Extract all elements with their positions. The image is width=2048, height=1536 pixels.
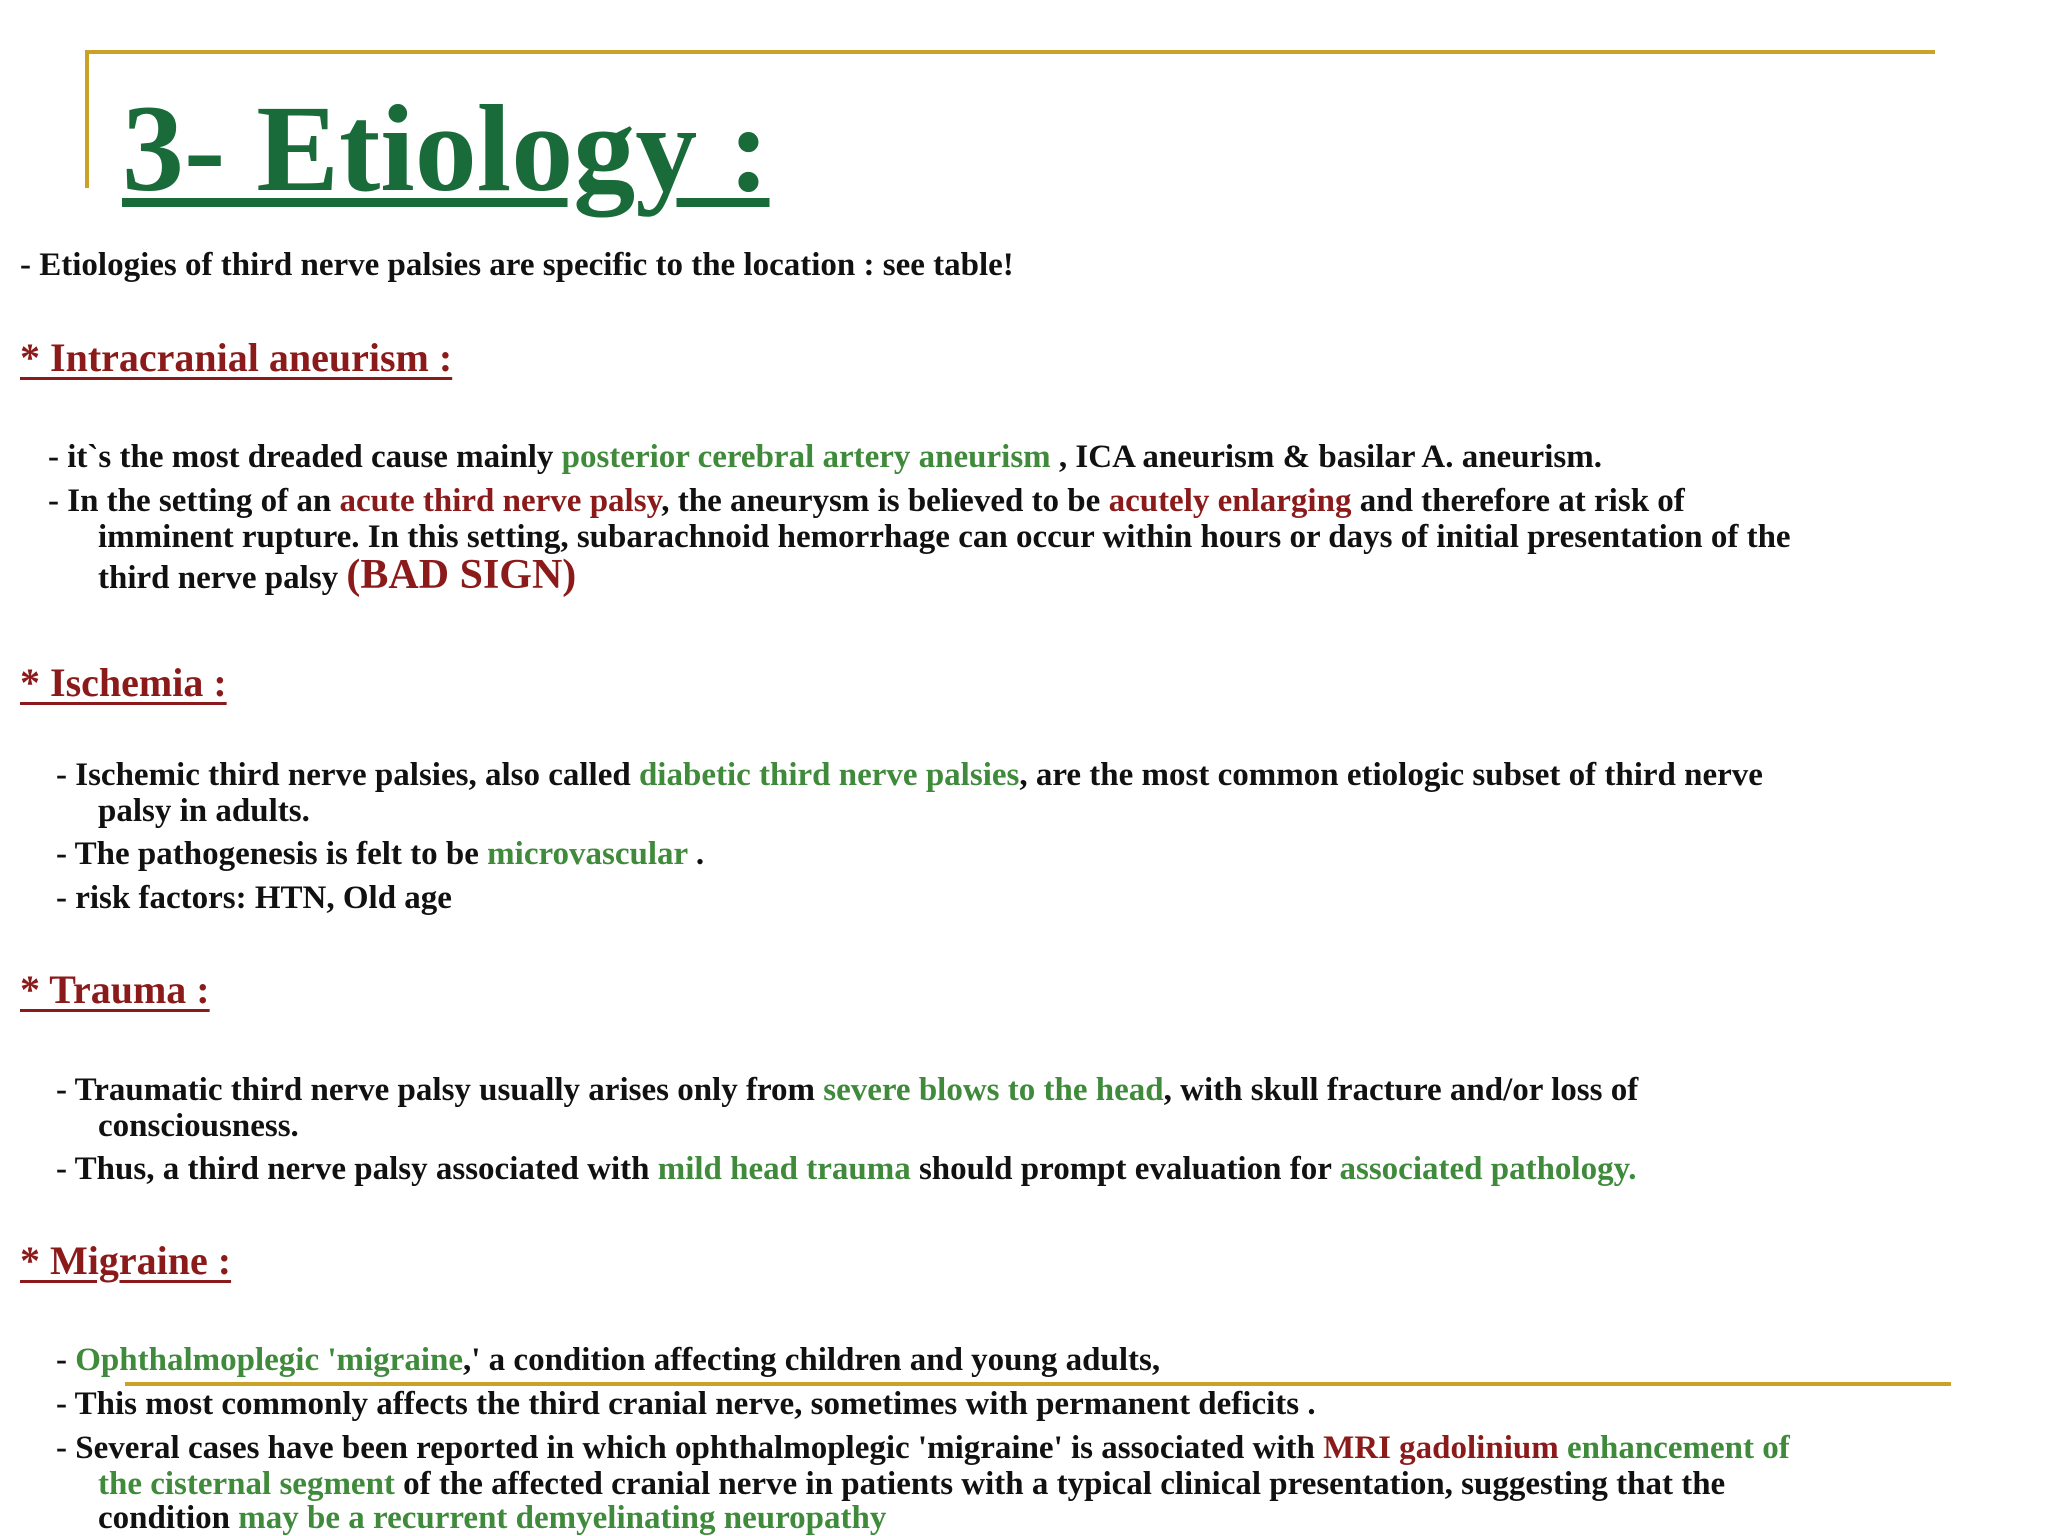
ischemia-line-3: - The pathogenesis is felt to be microvascular . — [56, 836, 705, 872]
aneurism-line-4: third nerve palsy (BAD SIGN) — [98, 552, 577, 598]
heading-migraine: * Migraine : — [20, 1238, 232, 1283]
trauma-line-2: consciousness. — [98, 1108, 299, 1144]
top-rule — [85, 50, 1935, 54]
migraine-line-3: - Several cases have been reported in which ophthalmoplegic 'migraine' is associated with MRI gadolinium enhancement of — [56, 1430, 1790, 1466]
heading-ischemia: * Ischemia : — [20, 660, 227, 705]
ischemia-line-1: - Ischemic third nerve palsies, also called diabetic third nerve palsies, are the most common etiologic subset of third nerve — [56, 757, 1763, 793]
bad-sign-label: (BAD SIGN) — [346, 552, 577, 598]
slide-title: 3- Etiology : — [122, 80, 770, 217]
left-rule — [85, 50, 89, 188]
heading-aneurism: * Intracranial aneurism : — [20, 335, 453, 380]
ischemia-line-2: palsy in adults. — [98, 793, 310, 829]
migraine-line-2: - This most commonly affects the third cranial nerve, sometimes with permanent deficits . — [56, 1386, 1316, 1422]
migraine-line-1: - Ophthalmoplegic 'migraine,' a condition affecting children and young adults, — [56, 1342, 1161, 1378]
migraine-line-4: the cisternal segment of the affected cranial nerve in patients with a typical clinical presentation, suggesting that the — [98, 1466, 1726, 1502]
trauma-line-3: - Thus, a third nerve palsy associated with mild head trauma should prompt evaluation for associated pathology. — [56, 1151, 1637, 1187]
aneurism-line-3: imminent rupture. In this setting, subarachnoid hemorrhage can occur within hours or days of initial presentation of the — [98, 519, 1791, 555]
trauma-line-1: - Traumatic third nerve palsy usually arises only from severe blows to the head, with skull fracture and/or loss of — [56, 1072, 1639, 1108]
aneurism-line-2: - In the setting of an acute third nerve palsy, the aneurysm is believed to be acutely enlarging and therefore at risk of — [48, 483, 1685, 519]
migraine-line-5: condition may be a recurrent demyelinating neuropathy — [98, 1500, 887, 1536]
intro-text: - Etiologies of third nerve palsies are specific to the location : see table! — [20, 247, 1014, 283]
ischemia-line-4: - risk factors: HTN, Old age — [56, 880, 452, 916]
heading-trauma: * Trauma : — [20, 967, 210, 1012]
aneurism-line-1: - it`s the most dreaded cause mainly posterior cerebral artery aneurism , ICA aneurism & basilar A. aneurism. — [48, 439, 1602, 475]
